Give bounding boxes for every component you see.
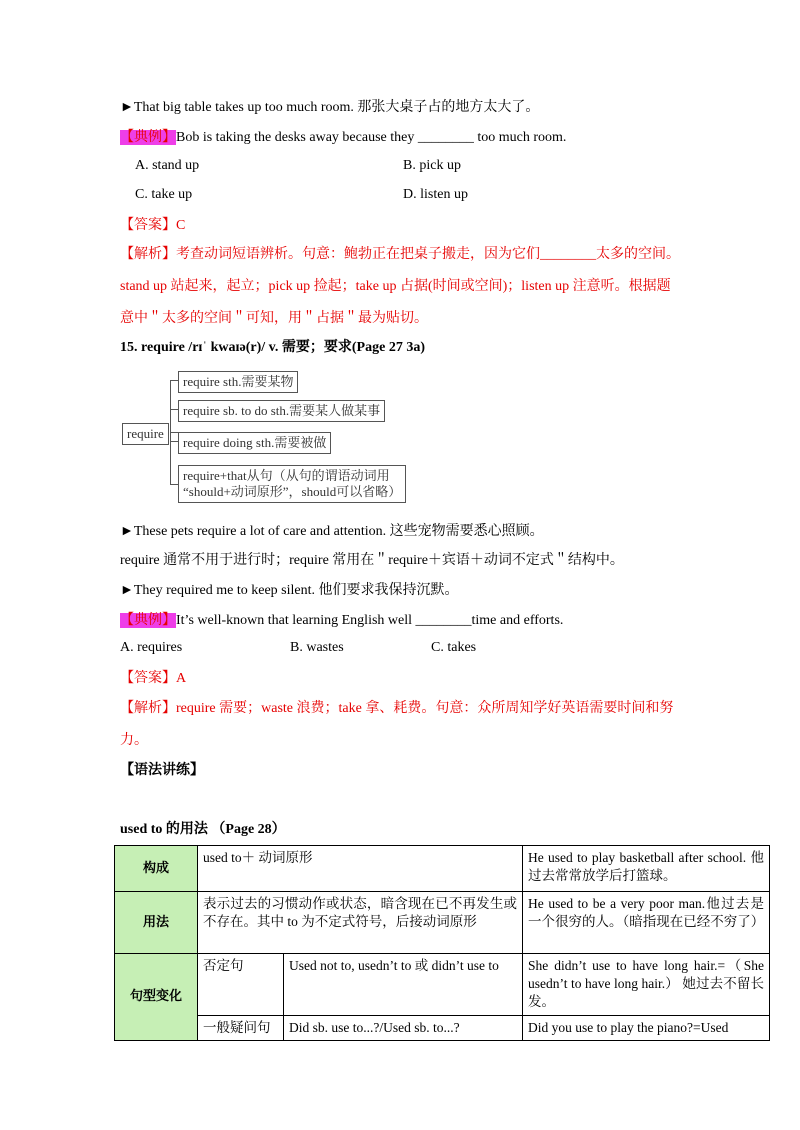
table-cell: Did sb. use to...?/Used sb. to...? [284,1016,523,1041]
table-row [115,892,770,954]
table-cell: 一般疑问句 [198,1016,284,1041]
row-header-usage: 用法 [115,892,198,954]
mindmap-branch-4 [178,465,406,503]
answer-1: 【答案】C [120,218,186,233]
table-row [115,846,770,892]
mindmap-branch-1: require sth.需要某物 [178,371,298,393]
question-text: Bob is taking the desks away because they ________ too much room. [176,130,567,145]
mindmap-stub-1 [170,380,178,381]
example-sentence-pets: ►These pets require a lot of care and attention. 这些宠物需要悉心照顾。 [120,524,544,539]
mindmap-stub-3 [170,441,178,442]
explanation-2-line-2: 力。 [120,733,148,748]
mindmap-branch-4-line-2: “should+动词原形”，should可以省略） [183,484,402,499]
option-c: C. take up [135,187,193,202]
explanation-1-line-2: stand up 站起来，起立；pick up 捡起；take up 占据(时间或空间)；listen up 注意听。根据题 [120,279,671,294]
table-cell: 表示过去的习惯动作或状态，暗含现在已不再发生或不存在。其中 to 为不定式符号，后接动词原形 [198,892,523,954]
mindmap-trunk [170,380,171,485]
table-cell: She didn’t use to have long hair.=（She usedn’t to have long hair.） 她过去不留长发。 [523,954,770,1016]
option-b: B. wastes [290,640,344,655]
example-sentence-silent: ►They required me to keep silent. 他们要求我保持沉默。 [120,583,459,598]
mindmap-connector [170,432,178,433]
answer-2: 【答案】A [120,671,187,686]
example-question-1 [120,128,566,148]
question-text: It’s well-known that learning English well ________time and efforts. [176,613,564,628]
table-cell: He used to be a very poor man.他过去是一个很穷的人。（暗指现在已经不穷了） [523,892,770,954]
mindmap-branch-3: require doing sth.需要被做 [178,432,331,454]
table-cell: Did you use to play the piano?=Used [523,1016,770,1041]
row-header-sentence-patterns: 句型变化 [115,954,198,1041]
explanation-1-line-1: 【解析】考查动词短语辨析。句意：鲍勃正在把桌子搬走，因为它们________太多的空间。 [120,247,680,262]
used-to-table [114,845,770,1041]
explanation-2-line-1: 【解析】require 需要；waste 浪费；take 拿、耗费。句意：众所周知学好英语需要时间和努 [120,701,674,716]
vocab-heading-15: 15. require /rɪˈ kwaɪə(r)/ v. 需要；要求(Page 27 3a) [120,340,425,355]
table-cell: Used not to, usedn’t to 或 didn’t use to [284,954,523,1016]
option-a: A. stand up [135,158,200,173]
option-c: C. takes [431,640,477,655]
table-row [115,1016,770,1041]
example-question-2 [120,611,563,631]
used-to-title: used to 的用法 （Page 28） [120,822,286,837]
explanation-1-line-3: 意中＂太多的空间＂可知，用＂占据＂最为贴切。 [120,311,428,326]
mindmap-stub-4 [170,484,178,485]
table-row [115,954,770,1016]
mindmap-branch-4-line-1: require+that从句（从句的谓语动词用 [183,468,390,483]
example-sentence: ►That big table takes up too much room. 那张大桌子占的地方太大了。 [120,100,540,115]
usage-note: require 通常不用于进行时；require 常用在＂require＋宾语＋动词不定式＂结构中。 [120,553,624,568]
option-b: B. pick up [403,158,461,173]
grammar-section-heading: 【语法讲练】 [120,763,204,778]
table-cell: He used to play basketball after school. 他过去常常放学后打篮球。 [523,846,770,892]
option-a: A. requires [120,640,183,655]
mindmap-branch-2: require sb. to do sth.需要某人做某事 [178,400,385,422]
mindmap-root: require [122,423,169,445]
example-tag: 【典例】 [120,613,176,628]
table-cell: 否定句 [198,954,284,1016]
row-header-form: 构成 [115,846,198,892]
mindmap-stub-2 [170,409,178,410]
example-tag: 【典例】 [120,130,176,145]
option-d: D. listen up [403,187,468,202]
table-cell: used to＋ 动词原形 [198,846,523,892]
